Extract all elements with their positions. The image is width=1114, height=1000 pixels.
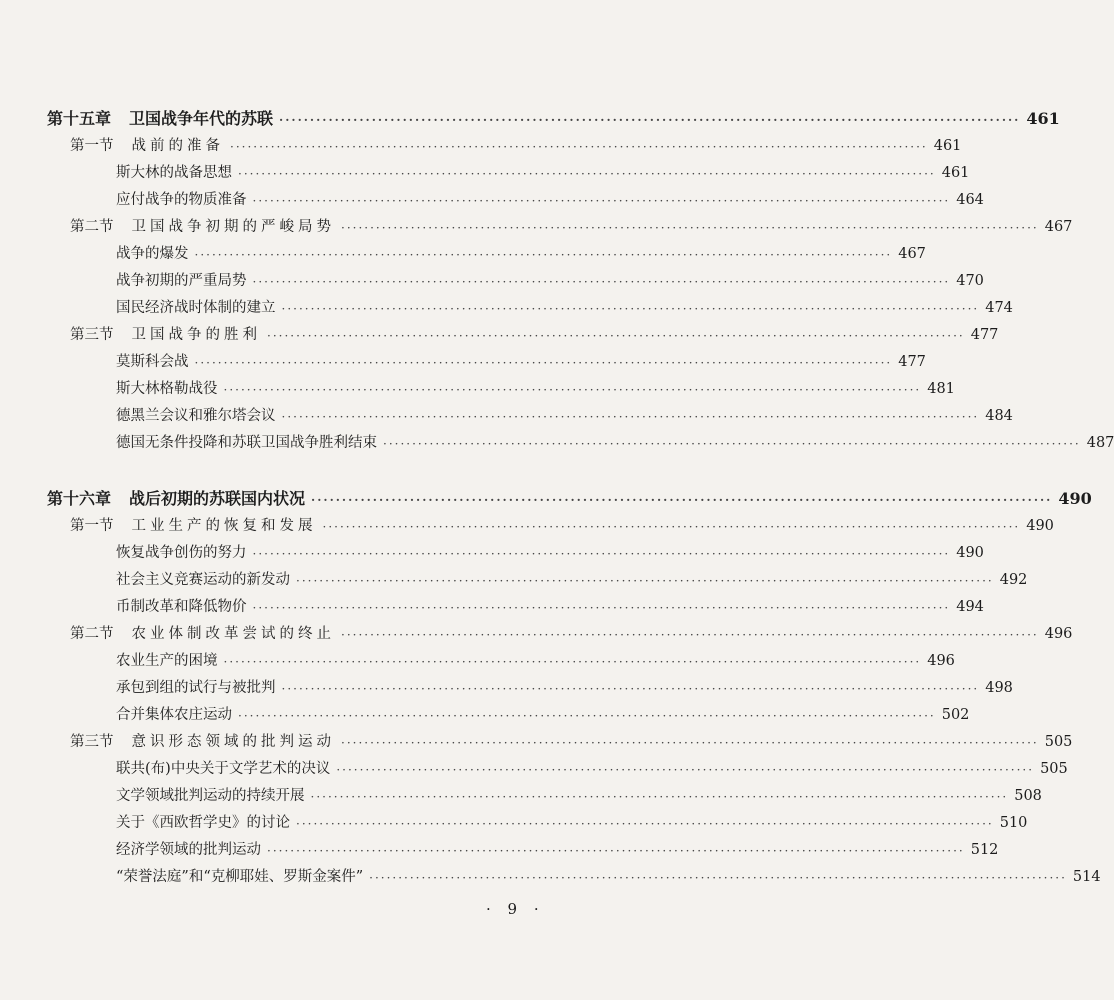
chapter-heading: [0, 478, 1092, 508]
section-heading-page-number: 467: [1044, 219, 1073, 235]
chapter-heading: [0, 98, 1060, 128]
leader-dots: ························································································································: [238, 709, 936, 723]
toc-entry-page-number: 492: [999, 572, 1028, 588]
chapter-heading-label: [47, 490, 311, 508]
leader-dots: ························································································································: [369, 871, 1067, 885]
section-heading-label: [70, 517, 323, 535]
toc-entry-title: 德黑兰会议和雅尔塔会议: [116, 408, 276, 424]
toc-entry-page-number: 470: [956, 273, 984, 289]
section-heading-title: 卫国战争初期的严峻局势: [131, 219, 335, 235]
leader-dots: ························································································································: [279, 113, 1021, 127]
section-heading-title: 战前的准备: [131, 138, 224, 154]
section-heading-title: 工业生产的恢复和发展: [131, 518, 317, 534]
leader-dots: ························································································································: [267, 844, 965, 858]
toc-entry-title: “荣誉法庭”和“克柳耶娃、罗斯金案件”: [116, 869, 364, 885]
section-heading: [0, 508, 1054, 535]
toc-entry-label: [116, 164, 238, 182]
leader-dots: ························································································································: [223, 383, 922, 397]
leader-dots: ························································································································: [223, 655, 922, 669]
leader-dots: ························································································································: [341, 221, 1039, 235]
section-heading-number: 第三节: [70, 327, 114, 343]
toc-entry: [0, 643, 955, 670]
toc-entry-label: [116, 191, 253, 209]
toc-entry-page-number: 494: [956, 599, 984, 615]
toc-entry-label: [116, 652, 224, 670]
toc-entry-label: [116, 272, 253, 290]
leader-dots: ························································································································: [336, 763, 1035, 777]
chapter-block: [0, 478, 1101, 886]
toc-entry-title: 农业生产的困境: [116, 653, 218, 669]
leader-dots: ························································································································: [281, 410, 980, 424]
leader-dots: ························································································································: [310, 790, 1009, 804]
chapter-heading-title: 卫国战争年代的苏联: [129, 109, 274, 128]
section-heading-number: 第二节: [70, 626, 114, 642]
toc-entry-page-number: 490: [956, 545, 984, 561]
toc-entry-page-number: 461: [941, 165, 970, 181]
section-heading: [0, 616, 1073, 643]
section-heading: [0, 128, 962, 155]
toc-entry-title: 合并集体农庄运动: [116, 707, 232, 723]
toc-entry-label: [116, 706, 238, 724]
toc-entry-label: [116, 407, 282, 425]
toc-entry-title: 文学领域批判运动的持续开展: [116, 788, 305, 804]
toc-entry-title: 国民经济战时体制的建立: [116, 300, 276, 316]
toc-entry-label: [116, 299, 282, 317]
toc-entry-title: 联共(布)中央关于文学艺术的决议: [116, 761, 331, 777]
section-heading-number: 第三节: [70, 734, 114, 750]
toc-entry-title: 斯大林的战备思想: [116, 165, 232, 181]
toc-entry-label: [116, 679, 282, 697]
toc-entry-title: 关于《西欧哲学史》的讨论: [116, 815, 290, 831]
leader-dots: ························································································································: [267, 329, 965, 343]
toc-entry: [0, 805, 1028, 832]
toc-entry-page-number: 502: [941, 707, 970, 723]
toc-entry: [0, 371, 955, 398]
section-heading: [0, 317, 999, 344]
toc-entry: [0, 832, 999, 859]
leader-dots: ························································································································: [252, 275, 951, 289]
toc-entry: [0, 263, 984, 290]
chapter-heading-label: [47, 110, 279, 128]
toc-entry-label: [116, 598, 253, 616]
leader-dots: ························································································································: [252, 601, 951, 615]
toc-entry: [0, 859, 1101, 886]
page-folio: · 9 ·: [486, 900, 545, 918]
toc-entry-page-number: 481: [927, 381, 955, 397]
toc-entry: [0, 670, 1013, 697]
toc-entry-label: [116, 814, 296, 832]
toc-entry: [0, 344, 926, 371]
toc-entry-page-number: 508: [1014, 788, 1042, 804]
toc-entry: [0, 562, 1028, 589]
leader-dots: ························································································································: [252, 194, 951, 208]
toc-entry-page-number: 496: [927, 653, 955, 669]
section-heading-label: [70, 625, 341, 643]
section-heading-number: 第一节: [70, 518, 114, 534]
chapter-block: [0, 98, 1114, 452]
toc-entry: [0, 778, 1042, 805]
toc-entry-label: [116, 787, 311, 805]
leader-dots: ························································································································: [383, 437, 1081, 451]
chapter-heading-page-number: 461: [1026, 109, 1060, 128]
section-heading-title: 意识形态领域的批判运动: [131, 734, 335, 750]
toc-entry-label: [116, 868, 369, 886]
toc-entry: [0, 155, 970, 182]
section-heading-label: [70, 218, 341, 236]
leader-dots: ························································································································: [341, 736, 1039, 750]
section-heading-page-number: 496: [1044, 626, 1073, 642]
leader-dots: ························································································································: [230, 140, 928, 154]
toc-entry: [0, 398, 1013, 425]
toc-entry-title: 恢复战争创伤的努力: [116, 545, 247, 561]
toc-entry-title: 币制改革和降低物价: [116, 599, 247, 615]
leader-dots: ························································································································: [311, 493, 1053, 507]
toc-entry-label: [116, 380, 224, 398]
toc-entry-page-number: 477: [898, 354, 926, 370]
toc-entry: [0, 589, 984, 616]
chapter-heading-page-number: 490: [1058, 489, 1092, 508]
toc-entry: [0, 425, 1114, 452]
section-heading: [0, 724, 1073, 751]
chapter-heading-title: 战后初期的苏联国内状况: [129, 489, 306, 508]
toc-entry-page-number: 474: [985, 300, 1013, 316]
section-heading: [0, 209, 1073, 236]
section-heading-number: 第一节: [70, 138, 114, 154]
toc-entry-label: [116, 353, 195, 371]
section-heading-label: [70, 326, 267, 344]
toc-entry-title: 莫斯科会战: [116, 354, 189, 370]
toc-entry-page-number: 484: [985, 408, 1013, 424]
section-heading-title: 农业体制改革尝试的终止: [131, 626, 335, 642]
section-heading-label: [70, 137, 230, 155]
leader-dots: ························································································································: [252, 547, 951, 561]
leader-dots: ························································································································: [238, 167, 936, 181]
toc-entry-label: [116, 571, 296, 589]
toc-entry-page-number: 464: [956, 192, 984, 208]
toc-entry-page-number: 510: [999, 815, 1028, 831]
toc-entry: [0, 290, 1013, 317]
toc-entry-page-number: 487: [1086, 435, 1114, 451]
toc-entry-title: 应付战争的物质准备: [116, 192, 247, 208]
toc-entry: [0, 697, 970, 724]
toc-entry-page-number: 467: [898, 246, 926, 262]
section-heading-page-number: 477: [970, 327, 999, 343]
toc-entry-title: 承包到组的试行与被批判: [116, 680, 276, 696]
section-heading-label: [70, 733, 341, 751]
leader-dots: ························································································································: [281, 302, 980, 316]
leader-dots: ························································································································: [341, 628, 1039, 642]
toc-entry-title: 战争的爆发: [116, 246, 189, 262]
section-heading-page-number: 461: [933, 138, 962, 154]
leader-dots: ························································································································: [194, 356, 893, 370]
leader-dots: ························································································································: [296, 817, 994, 831]
toc-entry-label: [116, 841, 267, 859]
toc-entry-page-number: 512: [970, 842, 999, 858]
chapter-heading-number: 第十六章: [47, 489, 112, 508]
leader-dots: ························································································································: [281, 682, 980, 696]
toc-entry-label: [116, 434, 383, 452]
section-heading-page-number: 505: [1044, 734, 1073, 750]
leader-dots: ························································································································: [296, 574, 994, 588]
toc-entry-page-number: 514: [1072, 869, 1101, 885]
toc-entry-title: 斯大林格勒战役: [116, 381, 218, 397]
leader-dots: ························································································································: [322, 520, 1021, 534]
toc-entry-title: 社会主义竞赛运动的新发动: [116, 572, 290, 588]
leader-dots: ························································································································: [194, 248, 893, 262]
toc-entry: [0, 751, 1068, 778]
toc-entry-title: 德国无条件投降和苏联卫国战争胜利结束: [116, 435, 377, 451]
toc-entry-label: [116, 245, 195, 263]
chapter-heading-number: 第十五章: [47, 109, 112, 128]
toc-entry: [0, 236, 926, 263]
toc-entry-page-number: 498: [985, 680, 1013, 696]
toc-entry-label: [116, 760, 336, 778]
toc-entry-title: 经济学领域的批判运动: [116, 842, 261, 858]
toc-entry: [0, 182, 984, 209]
toc-entry: [0, 535, 984, 562]
toc-entry-page-number: 505: [1040, 761, 1068, 777]
section-heading-title: 卫国战争的胜利: [131, 327, 261, 343]
section-heading-page-number: 490: [1026, 518, 1054, 534]
toc-entry-title: 战争初期的严重局势: [116, 273, 247, 289]
toc-entry-label: [116, 544, 253, 562]
section-heading-number: 第二节: [70, 219, 114, 235]
